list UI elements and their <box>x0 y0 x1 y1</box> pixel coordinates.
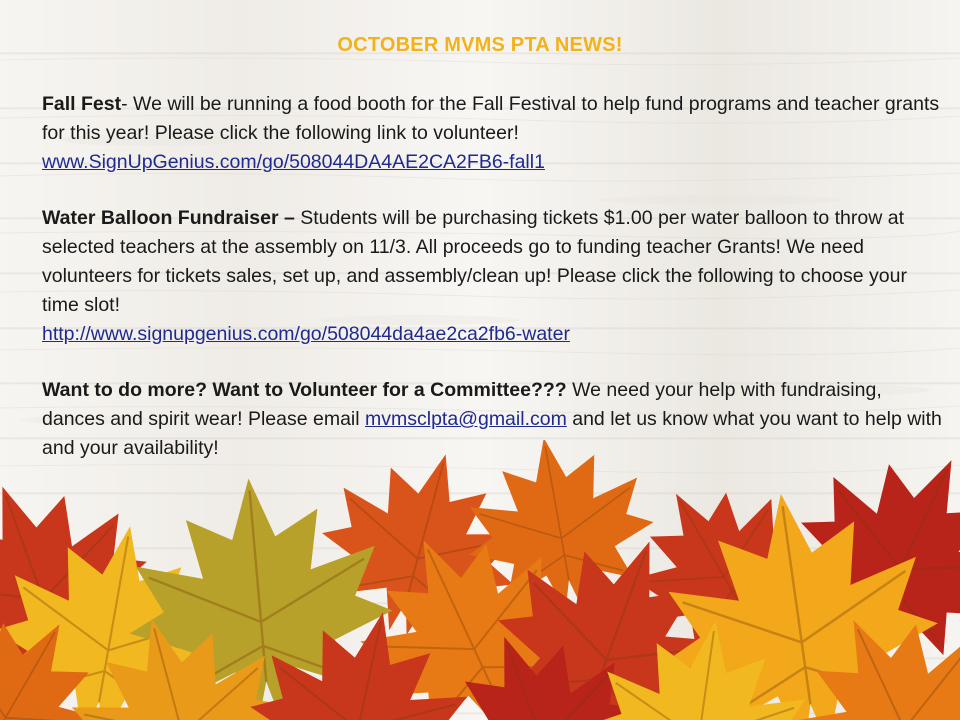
water-balloon-heading: Water Balloon Fundraiser <box>42 207 279 229</box>
water-balloon-signup-link[interactable]: http://www.signupgenius.com/go/508044da4ae2ca2fb6-water <box>42 323 570 345</box>
autumn-leaves-decoration <box>0 440 960 720</box>
pta-email-link[interactable]: mvmsclpta@gmail.com <box>365 408 567 430</box>
volunteer-text-before: We need your help with fundraising, dances and spirit wear! Please email <box>42 379 882 430</box>
fall-fest-section <box>42 90 947 177</box>
volunteer-text-after: and let us know what you want to help with and your availability! <box>42 408 942 459</box>
fall-fest-heading: Fall Fest <box>42 93 122 115</box>
fall-fest-text: - We will be running a food booth for the Fall Festival to help fund programs and teacher grants for this year! Please click the following link to volunteer! <box>42 93 940 144</box>
volunteer-heading: Want to do more? Want to Volunteer for a Committee??? <box>42 379 567 401</box>
newsletter-title: OCTOBER MVMS PTA NEWS! <box>337 34 623 56</box>
newsletter-body <box>42 90 947 490</box>
water-balloon-dash: – <box>278 207 301 229</box>
water-balloon-text: Students will be purchasing tickets $1.00 per water balloon to throw at selected teachers at the assembly on 11/3. All proceeds go to funding teacher Grants! We need volunteers for tickets sales, set up, and assembly/clean up! Please click the following to choose your time slot! <box>42 207 907 316</box>
water-balloon-section <box>42 204 947 349</box>
fall-fest-signup-link[interactable]: www.SignUpGenius.com/go/508044DA4AE2CA2FB6-fall1 <box>42 151 545 173</box>
